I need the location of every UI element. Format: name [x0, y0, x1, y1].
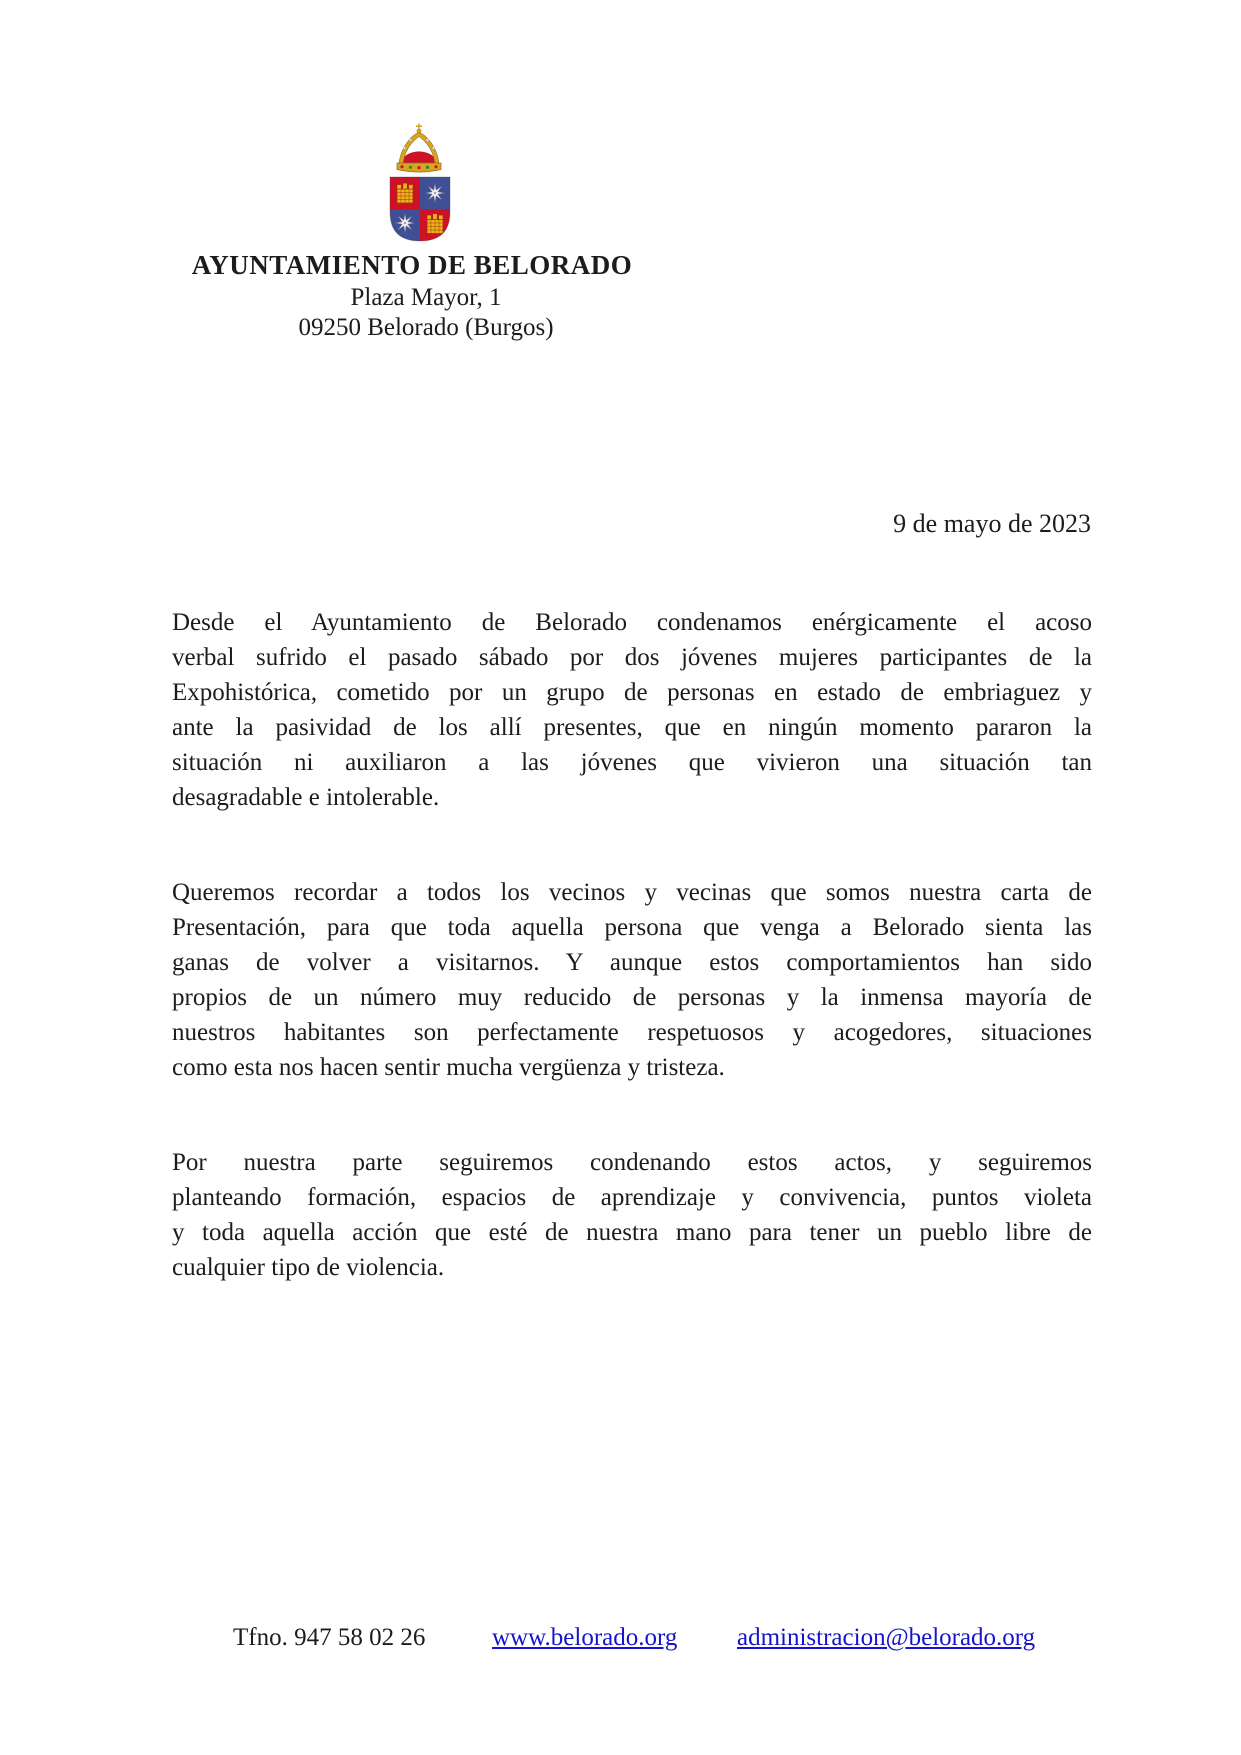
- footer: [0, 1624, 1241, 1664]
- text-line: ante la pasividad de los allí presentes, que en ningún momento pararon la: [172, 714, 1092, 741]
- org-name: AYUNTAMIENTO DE BELORADO: [191, 250, 633, 280]
- paragraph: [172, 605, 1092, 815]
- text-line: Presentación, para que toda aquella persona que venga a Belorado sienta las: [172, 914, 1092, 941]
- text-line: nuestros habitantes son perfectamente respetuosos y acogedores, situaciones: [172, 1019, 1092, 1046]
- text-line: y toda aquella acción que esté de nuestra mano para tener un pueblo libre de: [172, 1219, 1092, 1246]
- text-line: propios de un número muy reducido de personas y la inmensa mayoría de: [172, 984, 1092, 1011]
- text-line: cualquier tipo de violencia.: [172, 1254, 445, 1281]
- website-link[interactable]: www.belorado.org: [492, 1624, 678, 1651]
- address-line-1: Plaza Mayor, 1: [350, 284, 502, 311]
- paragraph: [172, 1145, 1092, 1285]
- text-line: desagradable e intolerable.: [172, 784, 440, 811]
- date-line: 9 de mayo de 2023: [893, 509, 1091, 538]
- text-line: ganas de volver a visitarnos. Y aunque estos comportamientos han sido: [172, 949, 1092, 976]
- paragraph: [172, 875, 1092, 1085]
- text-line: Expohistórica, cometido por un grupo de personas en estado de embriaguez y: [172, 679, 1092, 706]
- address-line-2: 09250 Belorado (Burgos): [298, 314, 554, 341]
- text-line: situación ni auxiliaron a las jóvenes que vivieron una situación tan: [172, 749, 1092, 776]
- text-line: como esta nos hacen sentir mucha vergüenza y tristeza.: [172, 1054, 725, 1081]
- text-line: planteando formación, espacios de aprendizaje y convivencia, puntos violeta: [172, 1184, 1092, 1211]
- coat-of-arms-icon: [387, 122, 453, 244]
- email-link[interactable]: administracion@belorado.org: [737, 1624, 1036, 1651]
- body-text: [172, 605, 1092, 1345]
- phone-number: Tfno. 947 58 02 26: [233, 1624, 426, 1651]
- text-line: verbal sufrido el pasado sábado por dos jóvenes mujeres participantes de la: [172, 644, 1092, 671]
- text-line: Queremos recordar a todos los vecinos y vecinas que somos nuestra carta de: [172, 879, 1092, 906]
- text-line: Desde el Ayuntamiento de Belorado condenamos enérgicamente el acoso: [172, 609, 1092, 636]
- text-line: Por nuestra parte seguiremos condenando estos actos, y seguiremos: [172, 1149, 1092, 1176]
